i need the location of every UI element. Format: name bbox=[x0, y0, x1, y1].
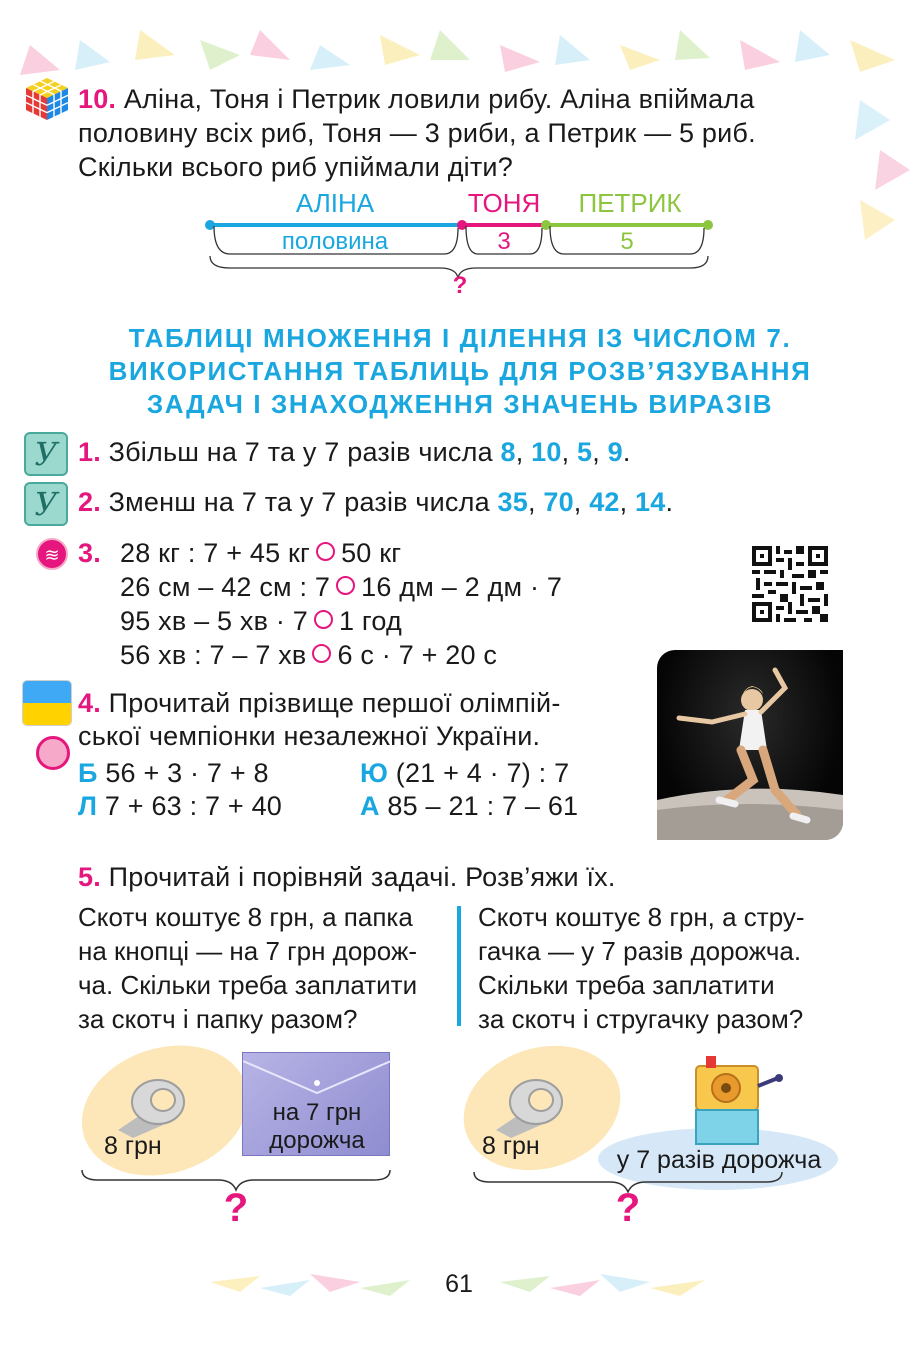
right-decoration bbox=[850, 80, 918, 260]
task3-row: 56 хв : 7 – 7 хв 6 с · 7 + 20 с bbox=[120, 640, 498, 670]
sharpener-price: у 7 разів дорожча bbox=[616, 1146, 822, 1174]
task10-number: 10. bbox=[78, 84, 117, 114]
task3-rows bbox=[120, 536, 562, 672]
label-petryk: ПЕТРИК bbox=[578, 188, 682, 218]
question-mark: ? bbox=[452, 272, 468, 299]
value-alina: половина bbox=[281, 228, 389, 255]
task4-item: Л 7 + 63 : 7 + 40 bbox=[78, 791, 283, 821]
qr-code-icon[interactable] bbox=[752, 546, 828, 622]
folder-image bbox=[242, 1052, 390, 1156]
circle-icon bbox=[36, 736, 70, 770]
folder-price-line1: на 7 грн bbox=[272, 1099, 362, 1126]
right-tape-price: 8 грн bbox=[482, 1132, 540, 1160]
section-heading bbox=[60, 322, 860, 421]
page-number: 61 bbox=[445, 1270, 473, 1298]
comparison-circle[interactable] bbox=[316, 542, 335, 561]
ukraine-flag-icon bbox=[22, 680, 72, 726]
comparison-circle[interactable] bbox=[314, 610, 333, 629]
label-tonya: ТОНЯ bbox=[467, 188, 541, 218]
task3-row: 26 см – 42 см : 7 16 дм – 2 дм · 7 bbox=[120, 572, 563, 602]
label-alina: АЛІНА bbox=[295, 188, 375, 218]
heading-line3: ЗАДАЧ І ЗНАХОДЖЕННЯ ЗНАЧЕНЬ ВИРАЗІВ bbox=[146, 389, 774, 419]
left-tape-price: 8 грн bbox=[104, 1132, 162, 1160]
pencil-sharpener-icon bbox=[686, 1048, 786, 1148]
top-decoration bbox=[0, 0, 918, 80]
task4-item: А 85 – 21 : 7 – 61 bbox=[360, 791, 579, 821]
comparison-circle[interactable] bbox=[336, 576, 355, 595]
brain-icon: ≋ bbox=[36, 538, 68, 570]
heading-line1: ТАБЛИЦІ МНОЖЕННЯ І ДІЛЕННЯ ІЗ ЧИСЛОМ 7. bbox=[128, 323, 792, 353]
task10-line1: 10. Аліна, Тоня і Петрик ловили рибу. Аліна впіймала bbox=[78, 84, 755, 114]
task5-left-problem: Скотч коштує 8 грн, а папка на кнопці — на 7 грн дорож- ча. Скільки треба заплатити за скотч і папку разом? bbox=[78, 902, 418, 1034]
task2: 2. Зменш на 7 та у 7 разів числа 35, 70, 42, 14. bbox=[78, 487, 674, 517]
task5-intro: 5. Прочитай і порівняй задачі. Розв’яжи їх. bbox=[78, 862, 616, 892]
task4-line1: 4. Прочитай прізвище першої олімпій- bbox=[78, 688, 561, 718]
task1: 1. Збільш на 7 та у 7 разів числа 8, 10, 5, 9. bbox=[78, 437, 631, 467]
skater-photo bbox=[657, 650, 843, 840]
folder-price-line2: дорожча bbox=[269, 1127, 365, 1154]
comparison-circle[interactable] bbox=[312, 644, 331, 663]
value-tonya: 3 bbox=[497, 228, 511, 255]
u-letter-icon: У bbox=[24, 482, 68, 526]
task3-number: 3. bbox=[78, 538, 101, 568]
value-petryk: 5 bbox=[620, 228, 634, 255]
tape-roll-icon bbox=[486, 1070, 576, 1140]
task3-row: 28 кг : 7 + 45 кг 50 кг bbox=[120, 538, 402, 568]
column-divider bbox=[457, 906, 461, 1026]
task3-row: 95 хв – 5 хв · 7 1 год bbox=[120, 606, 402, 636]
task5-right-problem: Скотч коштує 8 грн, а стру- гачка — у 7 разів дорожча. Скільки треба заплатити за скотч і стругачку разом? bbox=[478, 902, 805, 1034]
tape-roll-icon bbox=[108, 1070, 198, 1140]
task4-item: Б 56 + 3 · 7 + 8 bbox=[78, 758, 269, 788]
left-question-mark: ? bbox=[223, 1186, 249, 1230]
segment-diagram bbox=[200, 188, 720, 303]
right-question-mark: ? bbox=[615, 1186, 641, 1230]
task10-line2: половину всіх риб, Тоня — 3 риби, а Петрик — 5 риб. bbox=[78, 118, 756, 148]
u-letter-icon: У bbox=[24, 432, 68, 476]
heading-line2: ВИКОРИСТАННЯ ТАБЛИЦЬ ДЛЯ РОЗВ’ЯЗУВАННЯ bbox=[108, 356, 812, 386]
task10-line3: Скільки всього риб упіймали діти? bbox=[78, 152, 513, 182]
task4-line2: ської чемпіонки незалежної України. bbox=[78, 721, 541, 751]
task4-item: Ю (21 + 4 · 7) : 7 bbox=[360, 758, 570, 788]
rubiks-cube-icon bbox=[24, 76, 70, 122]
